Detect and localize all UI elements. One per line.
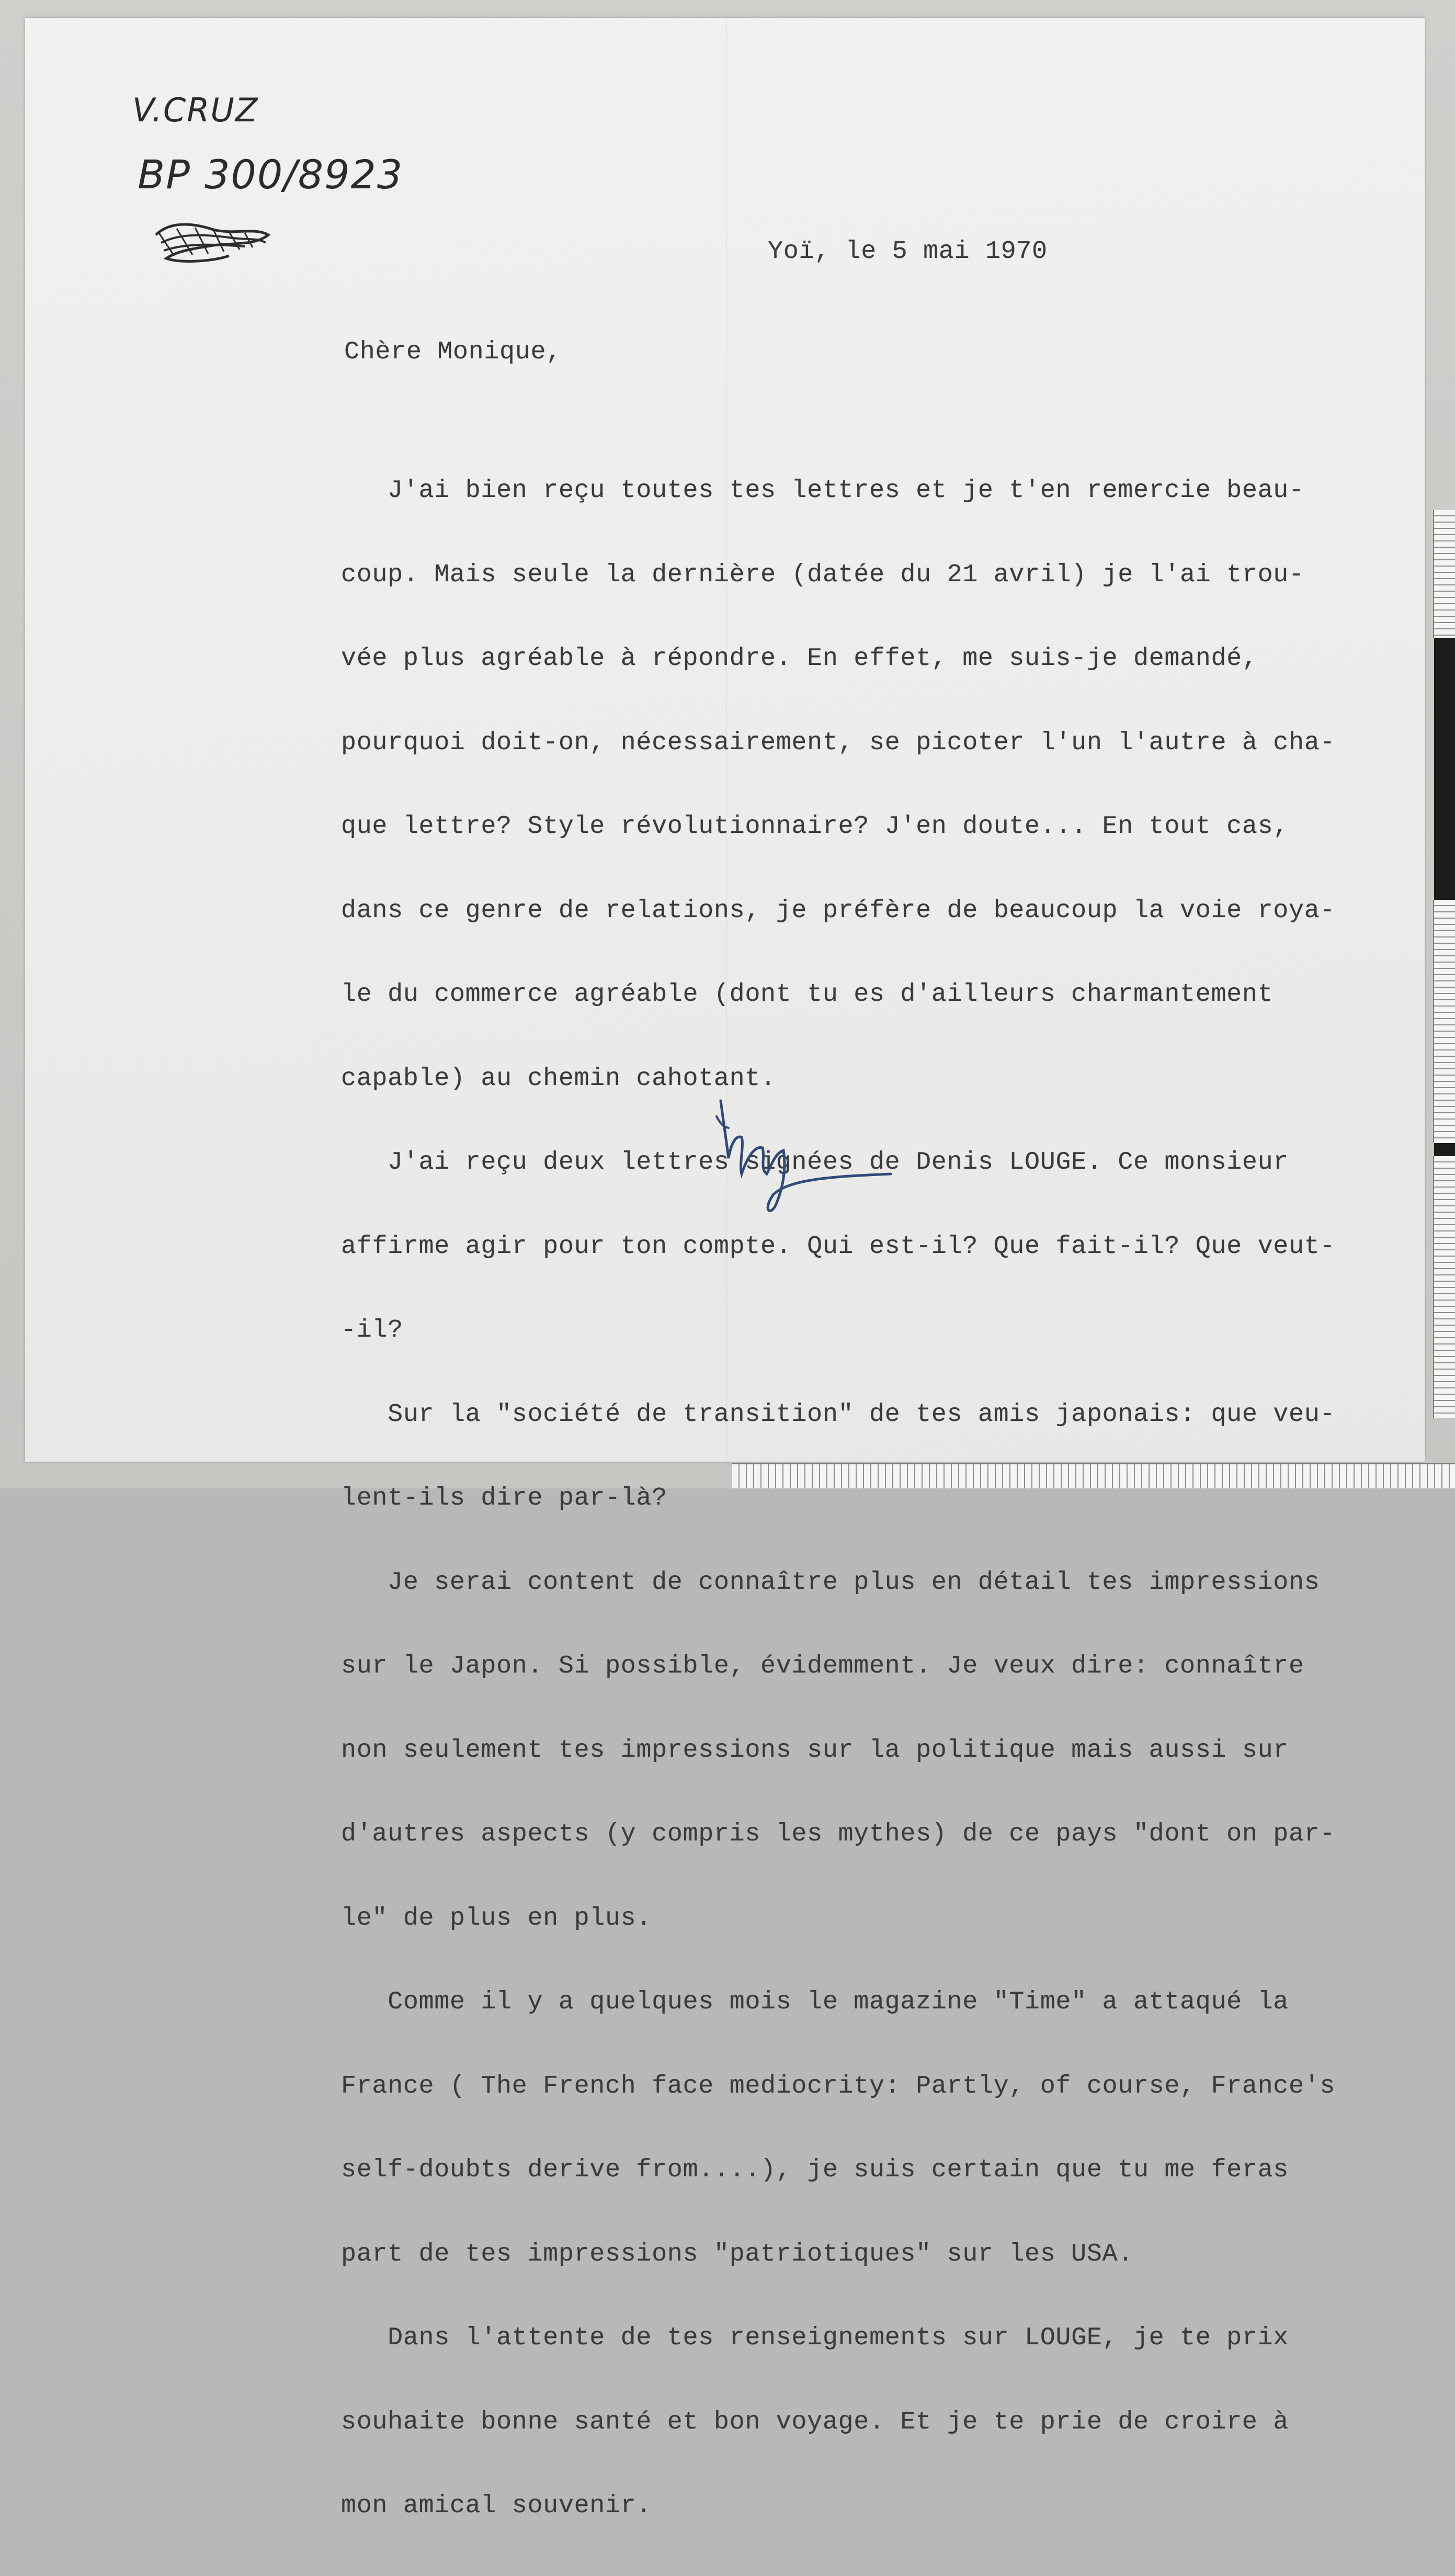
handwritten-name: V.CRUZ xyxy=(132,91,259,129)
handwritten-signature xyxy=(710,1095,899,1221)
body-line: que lettre? Style révolutionnaire? J'en doute... En tout cas, xyxy=(341,812,1289,841)
body-line: Comme il y a quelques mois le magazine "Time" a attaqué la xyxy=(341,1987,1289,2016)
scale-ruler xyxy=(1433,900,1455,1143)
letter-sheet xyxy=(25,18,1425,2520)
scale-ruler-block xyxy=(1434,638,1455,900)
letter-date: Yoï, le 5 mai 1970 xyxy=(768,237,1048,266)
handwritten-reference: BP 300/8923 xyxy=(138,151,404,198)
body-line: pourquoi doit-on, nécessairement, se picoter l'un l'autre à cha- xyxy=(341,728,1336,757)
body-line: J'ai bien reçu toutes tes lettres et je t'en remercie beau- xyxy=(341,476,1304,505)
body-line: Je serai content de connaître plus en détail tes impressions xyxy=(341,1567,1320,1597)
body-line: France ( The French face mediocrity: Partly, of course, France's xyxy=(341,2071,1336,2100)
body-line: vée plus agréable à répondre. En effet, me suis-je demandé, xyxy=(341,644,1258,673)
body-line: affirme agir pour ton compte. Qui est-il? Que fait-il? Que veut- xyxy=(341,1231,1336,1261)
scale-ruler-bottom xyxy=(732,1463,1455,1488)
body-line: dans ce genre de relations, je préfère de beaucoup la voie roya- xyxy=(341,896,1336,925)
scale-ruler xyxy=(1433,510,1455,638)
body-line: le" de plus en plus. xyxy=(341,1903,652,1933)
body-line: coup. Mais seule la dernière (datée du 21 avril) je l'ai trou- xyxy=(341,560,1304,589)
letter-salutation: Chère Monique, xyxy=(344,337,562,366)
body-line: part de tes impressions "patriotiques" sur les USA. xyxy=(341,2239,1133,2268)
body-line: d'autres aspects (y compris les mythes) de ce pays "dont on par- xyxy=(341,1820,1336,1848)
body-line: lent-ils dire par-là? xyxy=(341,1484,667,1512)
scale-ruler xyxy=(1433,1156,1455,1418)
scribble-mark xyxy=(151,214,276,272)
body-line: souhaite bonne santé et bon voyage. Et je te prie de croire à xyxy=(341,2407,1289,2436)
body-line: sur le Japon. Si possible, évidemment. Je veux dire: connaître xyxy=(341,1652,1304,1680)
letter-body xyxy=(341,421,1335,2576)
scale-ruler-block xyxy=(1434,1143,1455,1156)
body-line: -il? xyxy=(341,1316,403,1345)
body-line: non seulement tes impressions sur la politique mais aussi sur xyxy=(341,1735,1289,1765)
body-line: mon amical souvenir. xyxy=(341,2491,652,2520)
body-line: capable) au chemin cahotant. xyxy=(341,1064,776,1093)
body-line: Sur la "société de transition" de tes amis japonais: que veu- xyxy=(341,1399,1336,1429)
body-line: le du commerce agréable (dont tu es d'ailleurs charmantement xyxy=(341,980,1274,1009)
body-line: Dans l'attente de tes renseignements sur LOUGE, je te prix xyxy=(341,2323,1289,2352)
body-line: self-doubts derive from....), je suis certain que tu me feras xyxy=(341,2155,1289,2184)
body-line: J'ai reçu deux lettres signées de Denis LOUGE. Ce monsieur xyxy=(341,1148,1289,1177)
